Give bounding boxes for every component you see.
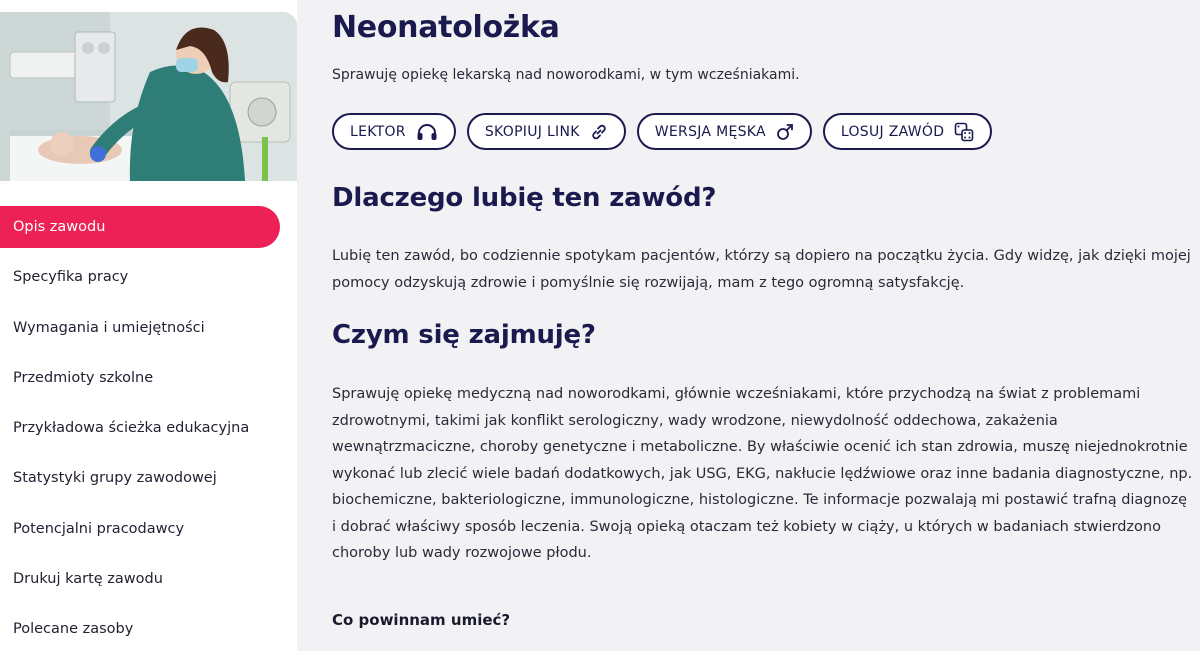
action-buttons	[332, 113, 992, 150]
sidebar-item-label: Potencjalni pracodawcy	[13, 520, 185, 537]
section-text-what: Sprawuję opiekę medyczną nad noworodkami, głównie wcześniakami, które przychodzą na świat z problemami zdrowotnymi, takimi jak konflikt serologiczny, wady wrodzone, niewydolność oddechowa, zakażenia wewnątrzmaciczne, choroby genetyczne i metaboliczne. By właściwie ocenić ich stan zdrowia, muszę niejednokrotnie wykonać lub zlecić wiele badań dodatkowych, jak USG, EKG, nakłucie lędźwiowe oraz inne badania diagnostyczne, np. biochemiczne, bakteriologiczne, immunologiczne, histologiczne. Te informacje pozwalają mi postawić trafną diagnozę i dobrać właściwy sposób leczenia. Swoją opieką otaczam też kobiety w ciąży, u których w badaniach stwierdzono choroby lub wady rozwojowe płodu.	[332, 386, 1193, 561]
sidebar-item-label: Specyfika pracy	[13, 269, 129, 286]
male-symbol-icon	[776, 123, 794, 141]
section-heading-what: Czym się zajmuję?	[332, 320, 596, 350]
profession-photo	[0, 12, 297, 181]
sidebar-item-polecane-zasoby[interactable]	[0, 608, 280, 650]
sidebar-item-label: Przedmioty szkolne	[13, 369, 154, 386]
sidebar-nav	[0, 206, 297, 651]
sidebar-item-label: Statystyki grupy zawodowej	[13, 470, 217, 487]
sidebar-item-specyfika-pracy[interactable]	[0, 256, 280, 298]
lektor-button[interactable]	[332, 113, 456, 150]
sidebar-item-label: Przykładowa ścieżka edukacyjna	[13, 420, 250, 437]
sidebar-item-przedmioty-szkolne[interactable]	[0, 357, 280, 399]
sidebar-item-statystyki[interactable]	[0, 457, 280, 499]
sidebar-item-sciezka-edukacyjna[interactable]	[0, 407, 280, 449]
section-text-why: Lubię ten zawód, bo codziennie spotykam pacjentów, którzy są dopiero na początku życia. Gdy widzę, jak dzięki mojej pomocy odzyskują zdrowie i pomyślnie się rozwijają, mam z tego ogromną satysfakcję.	[332, 248, 1191, 291]
sidebar-item-opis-zawodu[interactable]	[0, 206, 280, 248]
copy-link-button[interactable]	[467, 113, 626, 150]
sidebar-item-drukuj-karte[interactable]	[0, 558, 280, 600]
link-icon	[590, 123, 608, 141]
sidebar-item-wymagania[interactable]	[0, 307, 280, 349]
sidebar-item-label: Polecane zasoby	[13, 621, 134, 638]
random-profession-button[interactable]	[823, 113, 992, 150]
lektor-button-label: LEKTOR	[350, 123, 406, 140]
sidebar-item-label: Drukuj kartę zawodu	[13, 571, 163, 588]
page-subtitle: Sprawuję opiekę lekarską nad noworodkami, w tym wcześniakami.	[332, 67, 800, 83]
page-title: Neonatolożka	[332, 10, 560, 45]
male-version-button-label: WERSJA MĘSKA	[654, 123, 766, 140]
male-version-button[interactable]	[637, 113, 812, 150]
headphones-icon	[416, 123, 438, 141]
copy-link-button-label: SKOPIUJ LINK	[484, 123, 580, 140]
section-heading-why: Dlaczego lubię ten zawód?	[332, 183, 717, 213]
section-heading-skills: Co powinnam umieć?	[332, 611, 511, 629]
dice-icon	[954, 122, 974, 142]
sidebar-item-label: Opis zawodu	[13, 219, 106, 235]
random-profession-button-label: LOSUJ ZAWÓD	[840, 123, 945, 140]
sidebar	[0, 0, 297, 651]
sidebar-item-label: Wymagania i umiejętności	[13, 319, 205, 336]
sidebar-item-pracodawcy[interactable]	[0, 508, 280, 550]
